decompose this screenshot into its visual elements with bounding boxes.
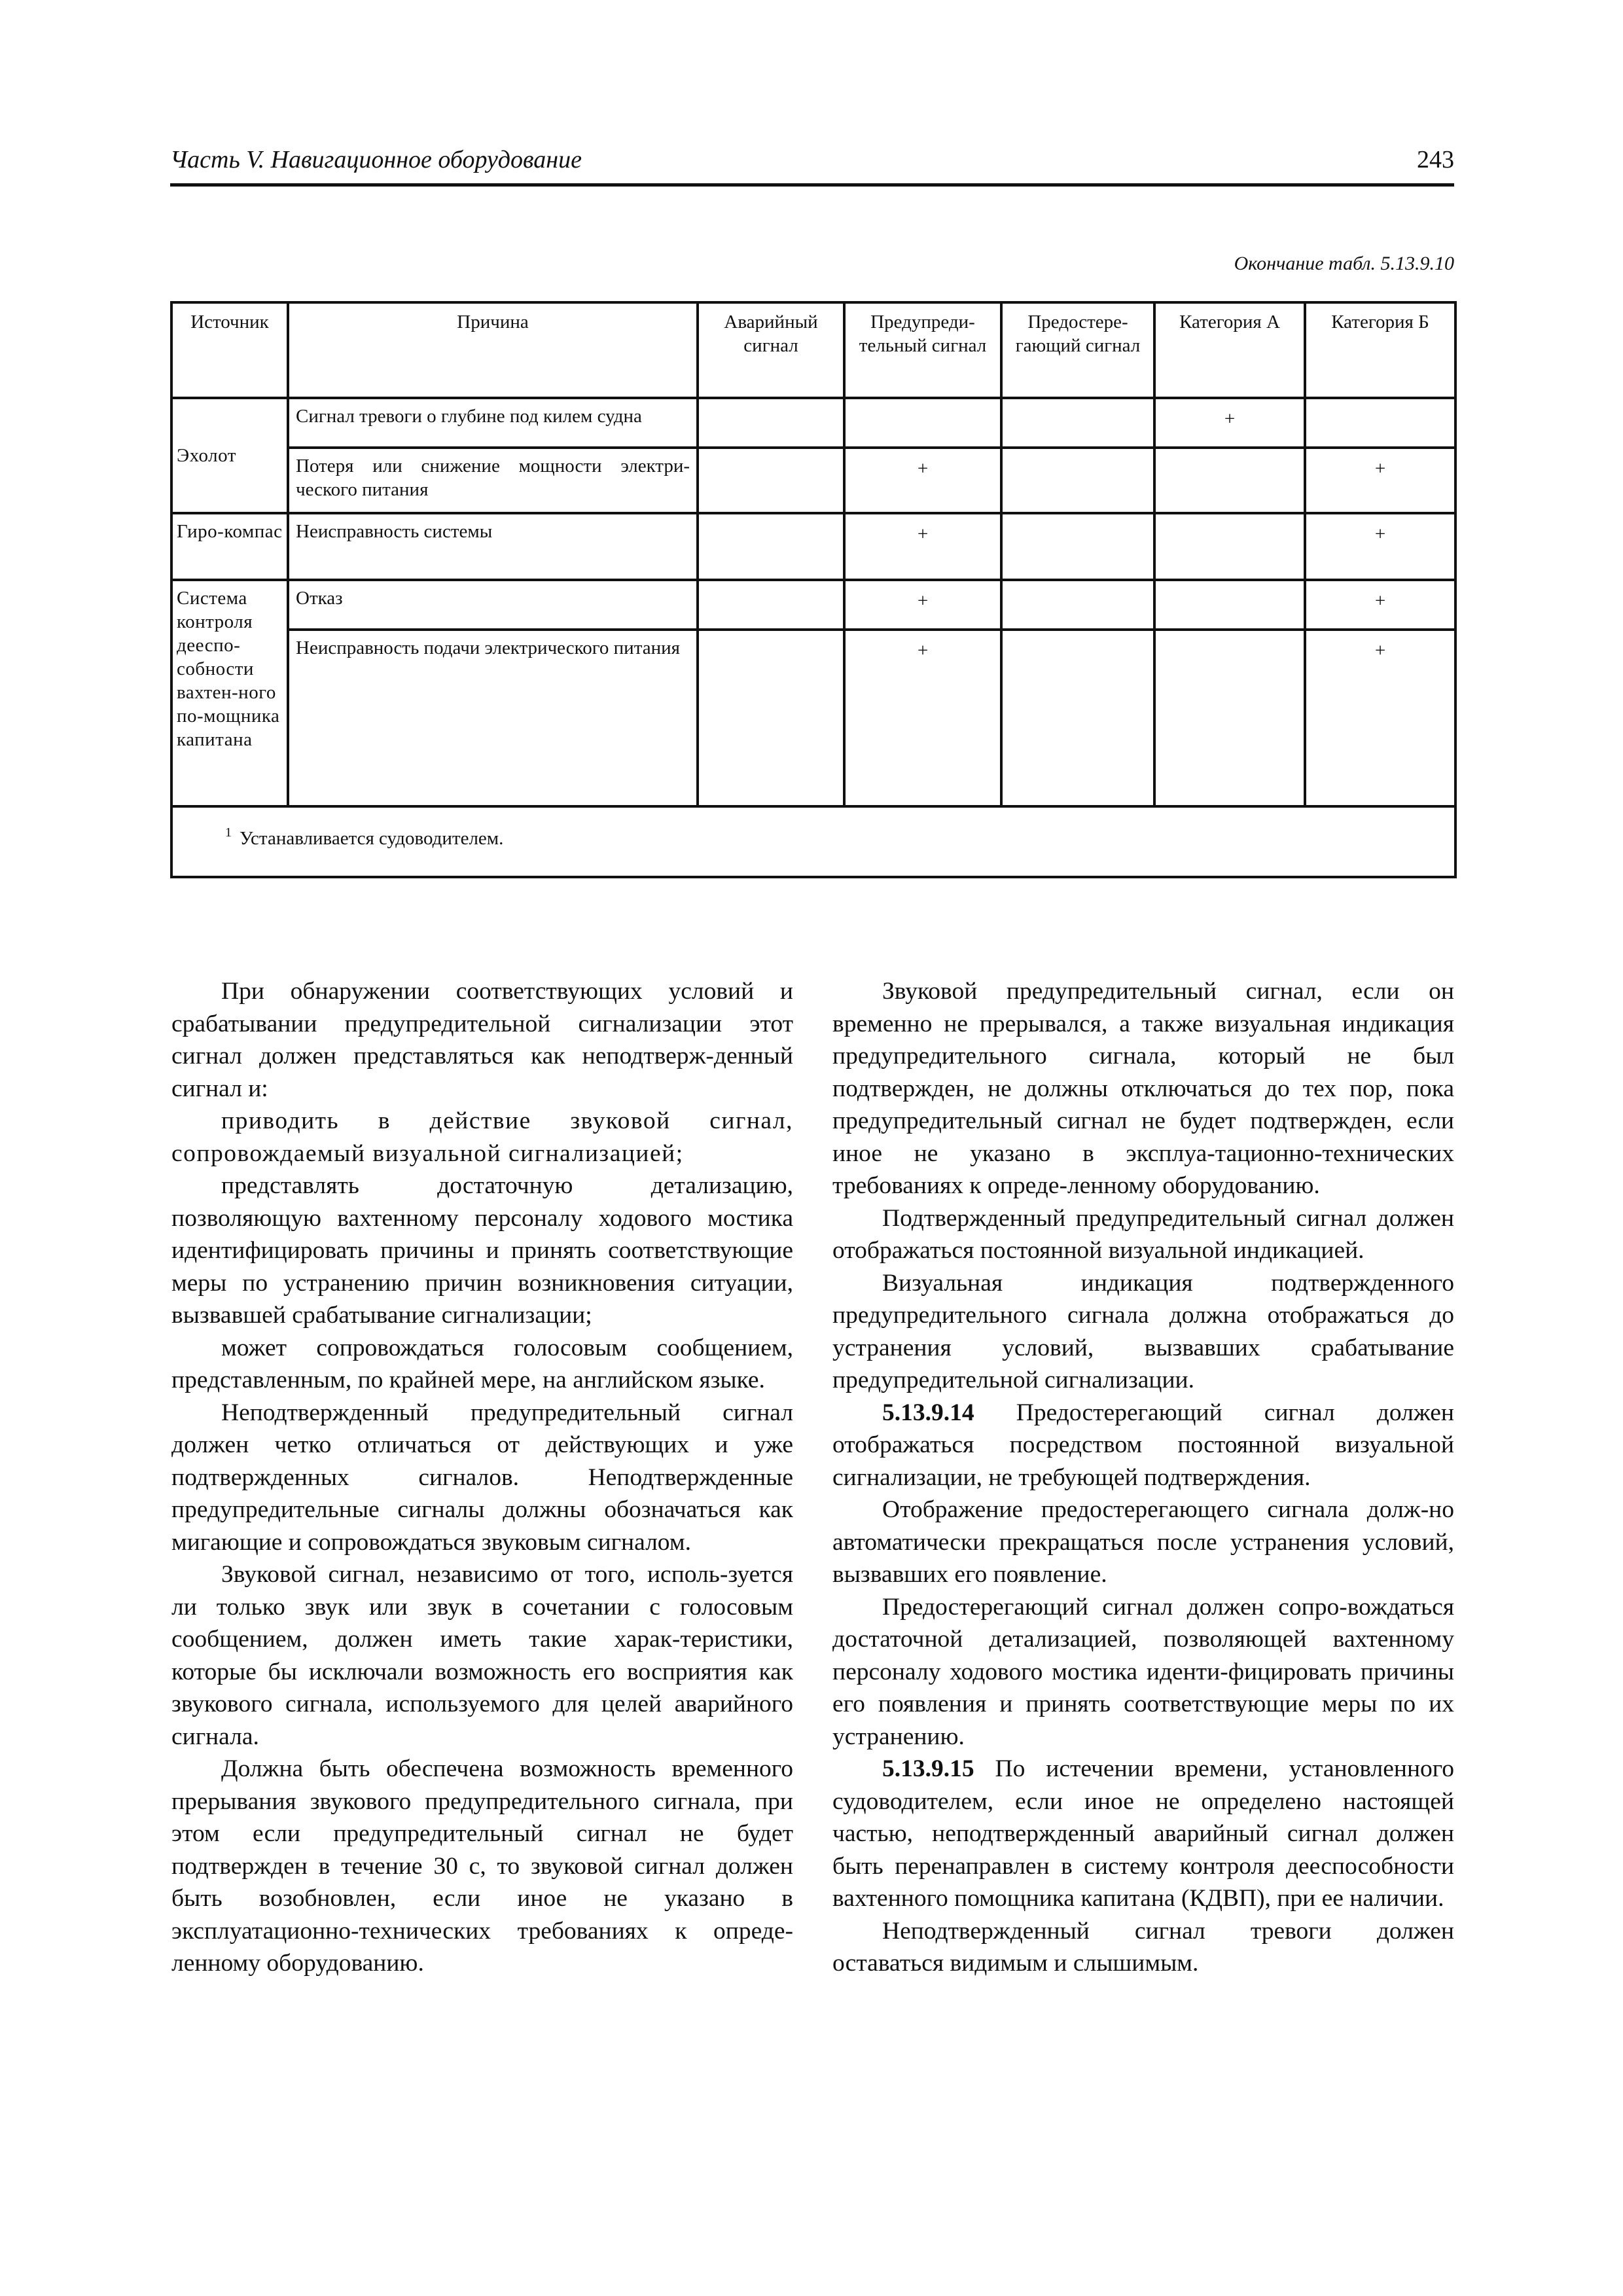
- running-title: Часть V. Навигационное оборудование: [170, 146, 582, 173]
- table-footnote-row: [171, 806, 1455, 877]
- paragraph: Неподтвержденный предупредительный сигнал должен четко отличаться от действующих и уже подтвержденных сигналов. Неподтвержденные предупредительные сигналы должны обозначаться как мигающие и сопровождаться звуковым сигналом.: [171, 1399, 793, 1556]
- caution-cell: [1001, 630, 1154, 806]
- alarm-cell: [698, 513, 844, 580]
- paragraph: Визуальная индикация подтвержденного предупредительного сигнала должна отображаться до устранения условий, вызвавших срабатывание предупредительной сигнализации.: [832, 1269, 1454, 1393]
- col-header-alarm: Аварийный сигнал: [698, 302, 844, 398]
- warning-cell: [844, 398, 1001, 448]
- footnote-mark: 1: [225, 825, 232, 840]
- footnote-text: Устанавливается судоводителем.: [240, 828, 504, 849]
- alarm-cell: [698, 398, 844, 448]
- cause-cell: Сигнал тревоги о глубине под килем судна: [288, 398, 698, 448]
- caution-cell: [1001, 513, 1154, 580]
- cause-cell: Неисправность подачи электрического питания: [288, 630, 698, 806]
- category-b-cell: [1305, 398, 1455, 448]
- alarm-table: [170, 301, 1457, 878]
- text-column-right: [832, 975, 1454, 1980]
- alarm-cell: [698, 580, 844, 630]
- table-caption: Окончание табл. 5.13.9.10: [1234, 253, 1454, 274]
- col-header-cause: Причина: [288, 302, 698, 398]
- paragraph-text: Предостерегающий сигнал должен отображаться посредством постоянной визуальной сигнализации, не требующей подтверждения.: [832, 1399, 1454, 1491]
- paragraph: Отображение предостерегающего сигнала долж-но автоматически прекращаться после устранения условий, вызвавших его появление.: [832, 1496, 1454, 1588]
- warning-cell: +: [844, 630, 1001, 806]
- table-row: [171, 580, 1455, 630]
- col-header-source: Источник: [171, 302, 288, 398]
- cause-cell: Неисправность системы: [288, 513, 698, 580]
- paragraph: Звуковой сигнал, независимо от того, исполь-зуется ли только звук или звук в сочетании с голосовым сообщением, должен иметь такие харак-теристики, которые бы исключали возможность его восприятия как звукового сигнала, используемого для целей аварийного сигнала.: [171, 1561, 793, 1750]
- category-b-cell: +: [1305, 580, 1455, 630]
- paragraph: [832, 1397, 1454, 1494]
- paragraph: приводить в действие звуковой сигнал, сопровождаемый визуальной сигнализацией;: [171, 1107, 793, 1167]
- col-header-caution: Предостере-гающий сигнал: [1001, 302, 1154, 398]
- alarm-cell: [698, 630, 844, 806]
- paragraph: может сопровождаться голосовым сообщением, представленным, по крайней мере, на английском языке.: [171, 1334, 793, 1393]
- table-row: [171, 448, 1455, 513]
- alarm-cell: [698, 448, 844, 513]
- col-header-category-b: Категория Б: [1305, 302, 1455, 398]
- table-footnote: [171, 806, 1455, 877]
- page-header: [170, 143, 1454, 187]
- table-row: [171, 398, 1455, 448]
- warning-cell: +: [844, 580, 1001, 630]
- category-a-cell: [1154, 580, 1305, 630]
- paragraph: [832, 1753, 1454, 1915]
- category-a-cell: +: [1154, 398, 1305, 448]
- section-number: 5.13.9.15: [882, 1755, 974, 1782]
- table-row: [171, 513, 1455, 580]
- source-bnwas: Система контроля дееспо-собности вахтен-ного по-мощника капитана: [171, 580, 288, 806]
- source-echo-sounder: Эхолот: [171, 398, 288, 513]
- category-a-cell: [1154, 448, 1305, 513]
- table-header-row: [171, 302, 1455, 398]
- col-header-category-a: Категория А: [1154, 302, 1305, 398]
- cause-cell: Отказ: [288, 580, 698, 630]
- category-b-cell: +: [1305, 630, 1455, 806]
- paragraph: Подтвержденный предупредительный сигнал должен отображаться постоянной визуальной индикацией.: [832, 1204, 1454, 1264]
- paragraph: Неподтвержденный сигнал тревоги должен оставаться видимым и слышимым.: [832, 1917, 1454, 1977]
- section-number: 5.13.9.14: [882, 1399, 974, 1426]
- caution-cell: [1001, 580, 1154, 630]
- cause-cell: Потеря или снижение мощности электри-ческого питания: [288, 448, 698, 513]
- paragraph: представлять достаточную детализацию, позволяющую вахтенному персоналу ходового мостика идентифицировать причины и принять соответствующие меры по устранению причин возникновения ситуации, вызвавшей срабатывание сигнализации;: [171, 1172, 793, 1329]
- col-header-warning: Предупреди-тельный сигнал: [844, 302, 1001, 398]
- category-b-cell: +: [1305, 513, 1455, 580]
- paragraph: Предостерегающий сигнал должен сопро-вождаться достаточной детализацией, позволяющей вахтенному персоналу ходового мостика иденти-фицировать причины его появления и принять соответствующие меры по их устранению.: [832, 1593, 1454, 1750]
- paragraph: При обнаружении соответствующих условий и срабатывании предупредительной сигнализации этот сигнал должен представляться как неподтверж-денный сигнал и:: [171, 978, 793, 1102]
- category-a-cell: [1154, 513, 1305, 580]
- warning-cell: +: [844, 513, 1001, 580]
- paragraph-text: По истечении времени, установленного судоводителем, если иное не определено настоящей частью, неподтвержденный аварийный сигнал должен быть перенаправлен в систему контроля дееспособности вахтенного помощника капитана (КДВП), при ее наличии.: [832, 1755, 1454, 1912]
- page-number: 243: [1417, 146, 1454, 173]
- warning-cell: +: [844, 448, 1001, 513]
- caution-cell: [1001, 398, 1154, 448]
- text-column-left: [171, 975, 793, 1980]
- table-row: [171, 630, 1455, 806]
- source-gyrocompass: Гиро-компас: [171, 513, 288, 580]
- paragraph: Звуковой предупредительный сигнал, если он временно не прерывался, а также визуальная индикация предупредительного сигнала, который не был подтвержден, не должны отключаться до тех пор, пока предупредительный сигнал не будет подтвержден, если иное не указано в эксплуа-тационно-технических требованиях к опреде-ленному оборудованию.: [832, 978, 1454, 1199]
- category-a-cell: [1154, 630, 1305, 806]
- category-b-cell: +: [1305, 448, 1455, 513]
- caution-cell: [1001, 448, 1154, 513]
- paragraph: Должна быть обеспечена возможность временного прерывания звукового предупредительного сигнала, при этом если предупредительный сигнал не будет подтвержден в течение 30 с, то звуковой сигнал должен быть возобновлен, если иное не указано в эксплуатационно-технических требованиях к опреде-ленному оборудованию.: [171, 1755, 793, 1977]
